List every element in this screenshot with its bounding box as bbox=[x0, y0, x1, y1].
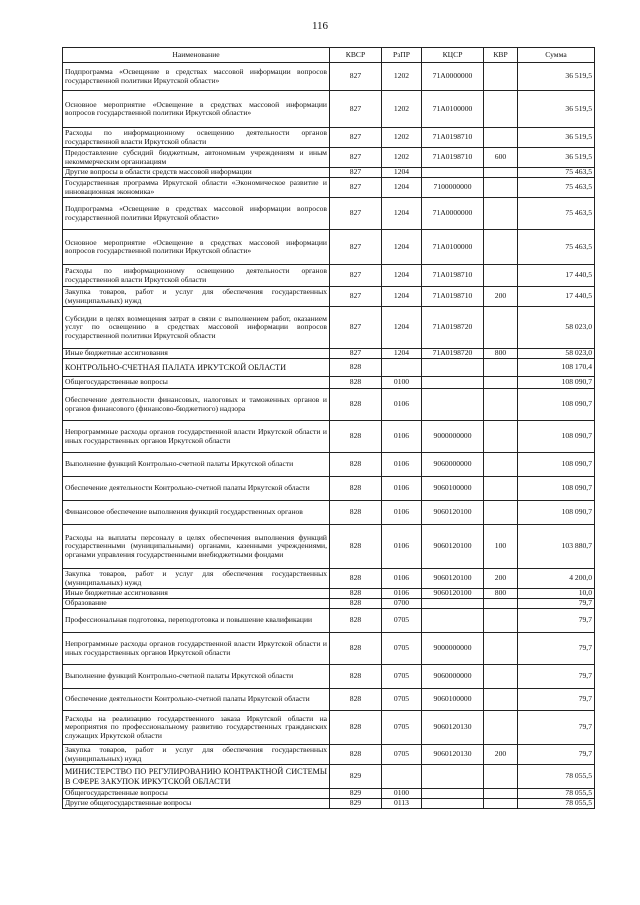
cell-kvr bbox=[484, 789, 518, 799]
cell-kcsr bbox=[422, 799, 484, 809]
cell-rzpr: 1204 bbox=[382, 198, 422, 230]
cell-sum: 79,7 bbox=[518, 689, 595, 711]
cell-kcsr: 71А0198720 bbox=[422, 349, 484, 359]
cell-name: Обеспечение деятельности финансовых, налоговых и таможенных органов и органов финансового (финансово-бюджетного) надзора bbox=[63, 389, 330, 421]
cell-kvr bbox=[484, 501, 518, 525]
table-row bbox=[63, 178, 595, 198]
cell-rzpr: 0106 bbox=[382, 477, 422, 501]
cell-kvsr: 828 bbox=[330, 665, 382, 689]
cell-sum: 79,7 bbox=[518, 711, 595, 745]
cell-name: Субсидии в целях возмещения затрат в связи с выполнением работ, оказанием услуг по освещению в средствах массовой информации вопросов государственной политики Иркутской области bbox=[63, 307, 330, 349]
cell-sum: 108 090,7 bbox=[518, 421, 595, 453]
cell-sum: 103 880,7 bbox=[518, 525, 595, 569]
cell-rzpr: 1202 bbox=[382, 63, 422, 91]
cell-kvr bbox=[484, 633, 518, 665]
cell-name: Расходы на реализацию государственного заказа Иркутской области на мероприятия по профессиональному развитию государственных гражданских служащих Иркутской области bbox=[63, 711, 330, 745]
cell-kvr: 100 bbox=[484, 525, 518, 569]
cell-rzpr: 0700 bbox=[382, 599, 422, 609]
cell-rzpr: 0705 bbox=[382, 711, 422, 745]
cell-rzpr: 0705 bbox=[382, 745, 422, 765]
header-rzpr: РзПР bbox=[382, 48, 422, 63]
cell-kvr: 200 bbox=[484, 569, 518, 589]
table-row bbox=[63, 421, 595, 453]
cell-rzpr: 0106 bbox=[382, 453, 422, 477]
table-row bbox=[63, 799, 595, 809]
cell-name: Расходы по информационному освещению деятельности органов государственной власти Иркутской области bbox=[63, 128, 330, 148]
cell-sum: 108 090,7 bbox=[518, 389, 595, 421]
cell-kvr bbox=[484, 359, 518, 377]
cell-kcsr: 71А0198710 bbox=[422, 265, 484, 287]
cell-kcsr: 9060120100 bbox=[422, 501, 484, 525]
cell-name: МИНИСТЕРСТВО ПО РЕГУЛИРОВАНИЮ КОНТРАКТНОЙ СИСТЕМЫ В СФЕРЕ ЗАКУПОК ИРКУТСКОЙ ОБЛАСТИ bbox=[63, 765, 330, 789]
table-row bbox=[63, 501, 595, 525]
cell-rzpr: 0106 bbox=[382, 569, 422, 589]
cell-kvsr: 828 bbox=[330, 609, 382, 633]
cell-kvr bbox=[484, 799, 518, 809]
cell-kvr bbox=[484, 421, 518, 453]
cell-kvsr: 827 bbox=[330, 148, 382, 168]
table-row bbox=[63, 168, 595, 178]
cell-kvr bbox=[484, 599, 518, 609]
cell-sum: 36 519,5 bbox=[518, 128, 595, 148]
cell-kvr bbox=[484, 230, 518, 265]
cell-rzpr: 0113 bbox=[382, 799, 422, 809]
cell-name: Обеспечение деятельности Контрольно-счетной палаты Иркутской области bbox=[63, 477, 330, 501]
cell-name: Подпрограмма «Освещение в средствах массовой информации вопросов государственной политики Иркутской области» bbox=[63, 63, 330, 91]
table-row bbox=[63, 569, 595, 589]
cell-name: Непрограммные расходы органов государственной власти Иркутской области и иных государственных органов Иркутской области bbox=[63, 633, 330, 665]
cell-sum: 58 023,0 bbox=[518, 349, 595, 359]
cell-kcsr: 9060120130 bbox=[422, 711, 484, 745]
cell-name: Иные бюджетные ассигнования bbox=[63, 349, 330, 359]
cell-kvr bbox=[484, 307, 518, 349]
cell-kvsr: 829 bbox=[330, 765, 382, 789]
cell-sum: 17 440,5 bbox=[518, 265, 595, 287]
cell-kvsr: 827 bbox=[330, 168, 382, 178]
cell-rzpr bbox=[382, 765, 422, 789]
cell-kcsr bbox=[422, 389, 484, 421]
cell-kcsr: 9060100000 bbox=[422, 477, 484, 501]
cell-sum: 78 055,5 bbox=[518, 765, 595, 789]
header-kvsr: КВСР bbox=[330, 48, 382, 63]
page-number: 116 bbox=[311, 20, 329, 32]
cell-rzpr: 0106 bbox=[382, 525, 422, 569]
cell-sum: 36 519,5 bbox=[518, 148, 595, 168]
cell-kvr bbox=[484, 198, 518, 230]
budget-table bbox=[62, 47, 595, 809]
cell-name: КОНТРОЛЬНО-СЧЕТНАЯ ПАЛАТА ИРКУТСКОЙ ОБЛАСТИ bbox=[63, 359, 330, 377]
table-row bbox=[63, 389, 595, 421]
cell-sum: 108 090,7 bbox=[518, 377, 595, 389]
cell-kvsr: 827 bbox=[330, 265, 382, 287]
cell-kvsr: 827 bbox=[330, 198, 382, 230]
cell-sum: 79,7 bbox=[518, 633, 595, 665]
cell-rzpr: 1204 bbox=[382, 307, 422, 349]
cell-kcsr: 9060120100 bbox=[422, 589, 484, 599]
cell-kcsr: 9060000000 bbox=[422, 453, 484, 477]
cell-kcsr: 7100000000 bbox=[422, 178, 484, 198]
cell-kvsr: 827 bbox=[330, 91, 382, 128]
table-row bbox=[63, 198, 595, 230]
table-row bbox=[63, 63, 595, 91]
table-row bbox=[63, 230, 595, 265]
cell-name: Расходы по информационному освещению деятельности органов государственной власти Иркутской области bbox=[63, 265, 330, 287]
cell-name: Обеспечение деятельности Контрольно-счетной палаты Иркутской области bbox=[63, 689, 330, 711]
table-row bbox=[63, 525, 595, 569]
cell-kvr bbox=[484, 377, 518, 389]
cell-kvr bbox=[484, 178, 518, 198]
cell-kvr bbox=[484, 609, 518, 633]
cell-name: Общегосударственные вопросы bbox=[63, 789, 330, 799]
table-row bbox=[63, 711, 595, 745]
cell-kvsr: 828 bbox=[330, 589, 382, 599]
cell-sum: 79,7 bbox=[518, 609, 595, 633]
cell-rzpr: 0705 bbox=[382, 665, 422, 689]
table-row bbox=[63, 609, 595, 633]
cell-name: Закупка товаров, работ и услуг для обеспечения государственных (муниципальных) нужд bbox=[63, 745, 330, 765]
cell-kvsr: 828 bbox=[330, 745, 382, 765]
cell-kvr bbox=[484, 63, 518, 91]
cell-rzpr: 1202 bbox=[382, 148, 422, 168]
cell-sum: 108 090,7 bbox=[518, 477, 595, 501]
cell-kcsr: 9060120130 bbox=[422, 745, 484, 765]
table-row bbox=[63, 477, 595, 501]
table-row bbox=[63, 359, 595, 377]
table-row bbox=[63, 665, 595, 689]
cell-name: Образование bbox=[63, 599, 330, 609]
header-kvr: КВР bbox=[484, 48, 518, 63]
cell-kvsr: 828 bbox=[330, 477, 382, 501]
cell-name: Финансовое обеспечение выполнения функций государственных органов bbox=[63, 501, 330, 525]
cell-kcsr: 71А0100000 bbox=[422, 230, 484, 265]
cell-sum: 36 519,5 bbox=[518, 91, 595, 128]
cell-sum: 78 055,5 bbox=[518, 799, 595, 809]
cell-rzpr: 0106 bbox=[382, 389, 422, 421]
cell-sum: 75 463,5 bbox=[518, 230, 595, 265]
cell-rzpr: 0705 bbox=[382, 609, 422, 633]
cell-kvsr: 829 bbox=[330, 789, 382, 799]
table-row bbox=[63, 789, 595, 799]
cell-kvr: 200 bbox=[484, 287, 518, 307]
cell-kcsr: 9000000000 bbox=[422, 633, 484, 665]
cell-rzpr: 0106 bbox=[382, 501, 422, 525]
cell-kcsr bbox=[422, 599, 484, 609]
cell-rzpr: 1204 bbox=[382, 349, 422, 359]
cell-sum: 79,7 bbox=[518, 599, 595, 609]
cell-kvsr: 827 bbox=[330, 128, 382, 148]
header-kcsr: КЦСР bbox=[422, 48, 484, 63]
table-row bbox=[63, 128, 595, 148]
table-row bbox=[63, 91, 595, 128]
cell-name: Другие вопросы в области средств массовой информации bbox=[63, 168, 330, 178]
cell-kvr: 800 bbox=[484, 349, 518, 359]
cell-name: Расходы на выплаты персоналу в целях обеспечения выполнения функций государственными (муниципальными) органами, казенными учреждениями, органами управления государственными внебюджетными фондами bbox=[63, 525, 330, 569]
table-row bbox=[63, 633, 595, 665]
cell-kcsr: 71А0198720 bbox=[422, 307, 484, 349]
cell-kvsr: 828 bbox=[330, 569, 382, 589]
cell-kvsr: 827 bbox=[330, 178, 382, 198]
cell-kcsr: 9000000000 bbox=[422, 421, 484, 453]
cell-kvr bbox=[484, 128, 518, 148]
cell-kvsr: 827 bbox=[330, 307, 382, 349]
cell-kcsr: 71А0000000 bbox=[422, 198, 484, 230]
cell-name: Государственная программа Иркутской области «Экономическое развитие и инновационная экономика» bbox=[63, 178, 330, 198]
cell-kcsr: 9060120100 bbox=[422, 569, 484, 589]
cell-kvsr: 827 bbox=[330, 287, 382, 307]
cell-sum: 75 463,5 bbox=[518, 168, 595, 178]
cell-rzpr: 1204 bbox=[382, 265, 422, 287]
cell-kvsr: 827 bbox=[330, 63, 382, 91]
table-row bbox=[63, 265, 595, 287]
cell-kvsr: 828 bbox=[330, 389, 382, 421]
cell-name: Предоставление субсидий бюджетным, автономным учреждениям и иным некоммерческим организациям bbox=[63, 148, 330, 168]
cell-rzpr bbox=[382, 359, 422, 377]
cell-sum: 108 170,4 bbox=[518, 359, 595, 377]
cell-kvr bbox=[484, 477, 518, 501]
cell-name: Непрограммные расходы органов государственной власти Иркутской области и иных государственных органов Иркутской области bbox=[63, 421, 330, 453]
header-name: Наименование bbox=[63, 48, 330, 63]
cell-rzpr: 0705 bbox=[382, 689, 422, 711]
cell-rzpr: 0705 bbox=[382, 633, 422, 665]
header-sum: Сумма bbox=[518, 48, 595, 63]
cell-sum: 79,7 bbox=[518, 745, 595, 765]
cell-kcsr: 71А0000000 bbox=[422, 63, 484, 91]
cell-kvr bbox=[484, 265, 518, 287]
cell-rzpr: 0106 bbox=[382, 421, 422, 453]
cell-rzpr: 1202 bbox=[382, 91, 422, 128]
cell-sum: 75 463,5 bbox=[518, 198, 595, 230]
cell-rzpr: 1204 bbox=[382, 287, 422, 307]
cell-name: Выполнение функций Контрольно-счетной палаты Иркутской области bbox=[63, 665, 330, 689]
cell-kcsr bbox=[422, 609, 484, 633]
cell-kvr bbox=[484, 389, 518, 421]
cell-kvsr: 828 bbox=[330, 525, 382, 569]
cell-rzpr: 1204 bbox=[382, 178, 422, 198]
cell-kvsr: 828 bbox=[330, 599, 382, 609]
cell-sum: 75 463,5 bbox=[518, 178, 595, 198]
cell-kcsr: 71А0198710 bbox=[422, 287, 484, 307]
cell-name: Профессиональная подготовка, переподготовка и повышение квалификации bbox=[63, 609, 330, 633]
table-row bbox=[63, 349, 595, 359]
cell-rzpr: 0106 bbox=[382, 589, 422, 599]
cell-name: Выполнение функций Контрольно-счетной палаты Иркутской области bbox=[63, 453, 330, 477]
table-row bbox=[63, 745, 595, 765]
cell-name: Закупка товаров, работ и услуг для обеспечения государственных (муниципальных) нужд bbox=[63, 287, 330, 307]
cell-name: Основное мероприятие «Освещение в средствах массовой информации вопросов государственной политики Иркутской области» bbox=[63, 91, 330, 128]
table-row bbox=[63, 377, 595, 389]
table-row bbox=[63, 307, 595, 349]
table-row bbox=[63, 689, 595, 711]
table-row bbox=[63, 453, 595, 477]
cell-kvr bbox=[484, 665, 518, 689]
cell-kvr bbox=[484, 689, 518, 711]
cell-sum: 10,0 bbox=[518, 589, 595, 599]
table-body bbox=[63, 63, 595, 809]
cell-kcsr bbox=[422, 765, 484, 789]
cell-name: Общегосударственные вопросы bbox=[63, 377, 330, 389]
table-row bbox=[63, 599, 595, 609]
cell-rzpr: 1204 bbox=[382, 230, 422, 265]
cell-kvr: 600 bbox=[484, 148, 518, 168]
cell-sum: 108 090,7 bbox=[518, 453, 595, 477]
cell-kcsr bbox=[422, 168, 484, 178]
cell-kvr bbox=[484, 453, 518, 477]
cell-sum: 17 440,5 bbox=[518, 287, 595, 307]
cell-kvr bbox=[484, 91, 518, 128]
cell-name: Подпрограмма «Освещение в средствах массовой информации вопросов государственной политики Иркутской области» bbox=[63, 198, 330, 230]
cell-sum: 108 090,7 bbox=[518, 501, 595, 525]
cell-kvsr: 828 bbox=[330, 359, 382, 377]
cell-name: Основное мероприятие «Освещение в средствах массовой информации вопросов государственной политики Иркутской области» bbox=[63, 230, 330, 265]
cell-kcsr: 9060000000 bbox=[422, 665, 484, 689]
cell-kvsr: 828 bbox=[330, 633, 382, 665]
cell-kvsr: 828 bbox=[330, 689, 382, 711]
cell-kvsr: 827 bbox=[330, 349, 382, 359]
cell-kcsr: 9060120100 bbox=[422, 525, 484, 569]
cell-kvsr: 827 bbox=[330, 230, 382, 265]
cell-sum: 36 519,5 bbox=[518, 63, 595, 91]
cell-sum: 78 055,5 bbox=[518, 789, 595, 799]
cell-kvsr: 828 bbox=[330, 377, 382, 389]
cell-kvsr: 828 bbox=[330, 453, 382, 477]
cell-rzpr: 0100 bbox=[382, 377, 422, 389]
cell-name: Иные бюджетные ассигнования bbox=[63, 589, 330, 599]
cell-sum: 58 023,0 bbox=[518, 307, 595, 349]
cell-kvr bbox=[484, 765, 518, 789]
cell-sum: 79,7 bbox=[518, 665, 595, 689]
cell-kcsr bbox=[422, 359, 484, 377]
cell-kcsr bbox=[422, 377, 484, 389]
cell-kcsr: 71А0198710 bbox=[422, 128, 484, 148]
cell-sum: 4 200,0 bbox=[518, 569, 595, 589]
cell-kvsr: 828 bbox=[330, 421, 382, 453]
cell-rzpr: 1204 bbox=[382, 168, 422, 178]
cell-kvsr: 828 bbox=[330, 501, 382, 525]
cell-kcsr: 71А0100000 bbox=[422, 91, 484, 128]
cell-kcsr: 71А0198710 bbox=[422, 148, 484, 168]
table-row bbox=[63, 589, 595, 599]
cell-rzpr: 1202 bbox=[382, 128, 422, 148]
table-row bbox=[63, 765, 595, 789]
cell-kcsr bbox=[422, 789, 484, 799]
table-row bbox=[63, 148, 595, 168]
cell-kvr bbox=[484, 168, 518, 178]
cell-name: Другие общегосударственные вопросы bbox=[63, 799, 330, 809]
cell-kvsr: 829 bbox=[330, 799, 382, 809]
table-header-row bbox=[63, 48, 595, 63]
cell-name: Закупка товаров, работ и услуг для обеспечения государственных (муниципальных) нужд bbox=[63, 569, 330, 589]
cell-rzpr: 0100 bbox=[382, 789, 422, 799]
cell-kvsr: 828 bbox=[330, 711, 382, 745]
cell-kvr: 200 bbox=[484, 745, 518, 765]
cell-kvr bbox=[484, 711, 518, 745]
cell-kcsr: 9060100000 bbox=[422, 689, 484, 711]
table-row bbox=[63, 287, 595, 307]
cell-kvr: 800 bbox=[484, 589, 518, 599]
